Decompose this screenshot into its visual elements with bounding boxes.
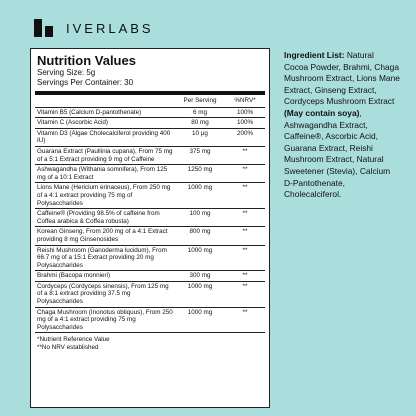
table-header-row [35, 95, 265, 107]
cell-amount: 1250 mg [187, 166, 213, 174]
table-row [35, 209, 265, 227]
cell-name: Ashwagandha (Withania somnifera), From 125 mg of a 10:1 Extract [37, 166, 168, 181]
cell-nrv: 200% [236, 129, 254, 137]
cell-name: Guarana Extract (Paullinia cupana), From 75 mg of a 5:1 Extract providing 9 mg of Caffeine [37, 147, 173, 163]
cell-name: Caffeine® (Providing 98.5% of caffeine from Coffea arabica & Coffea robusta) [37, 210, 160, 225]
cell-name: Vitamin C (Ascorbic Acid) [37, 119, 108, 127]
cell-amount: 375 mg [189, 147, 211, 155]
footnote-no-nrv: **No NRV established [37, 344, 99, 352]
table-row [35, 107, 265, 118]
cell-name: Vitamin D3 (Algae Cholecalciferol providing 400 IU) [37, 129, 171, 145]
table-row [35, 281, 265, 307]
cell-amount: 6 mg [193, 108, 207, 116]
cell-amount: 300 mg [189, 272, 211, 280]
table-row [35, 165, 265, 183]
ingredients-part-2: , Ashwagandha Extract, Caffeine®, Ascorbic Acid, Guarana Extract, Reishi Mushroom Extract, Natural Sweetener (Stevia), Calcium D-Pantothenate, Cholecalciferol. [284, 107, 391, 200]
table-row [35, 271, 265, 282]
cell-nrv: ** [242, 308, 248, 316]
table-row [35, 118, 265, 129]
brand-name: IVERLABS [66, 20, 154, 36]
logo-mark-icon [34, 19, 60, 37]
cell-name: Vitamin B5 (Calcium D-pantothenate) [37, 108, 142, 116]
cell-nrv: ** [242, 210, 248, 218]
ingredient-list [284, 50, 400, 201]
cell-name: Lions Mane (Hericium erinaceus), From 250 mg of a 4:1 extract providing 75 mg of Polysaccharides [37, 184, 171, 207]
cell-nrv: ** [242, 184, 248, 192]
cell-nrv: ** [242, 228, 248, 236]
cell-name: Brahmi (Bacopa monnieri) [37, 272, 111, 280]
cell-nrv: ** [242, 147, 248, 155]
ingredient-label: Ingredient List: [284, 50, 345, 60]
allergen-note: (May contain soya) [284, 107, 360, 118]
cell-name: Reishi Mushroom (Ganoderma lucidum), From 66.7 mg of a 15:1 Extract providing 20 mg Polysaccharides [37, 246, 167, 269]
cell-amount: 1000 mg [187, 282, 213, 290]
table-row [35, 183, 265, 209]
table-row [35, 146, 265, 164]
cell-nrv: ** [242, 272, 248, 280]
cell-amount: 100 mg [189, 210, 211, 218]
cell-name: Cordyceps (Cordyceps sinensis), From 125 mg of a 8:1 extract providing 37.5 mg Polysaccharides [37, 282, 169, 306]
brand-logo [34, 19, 154, 37]
ingredients-part-1: Natural Cocoa Powder, Brahmi, Chaga Mushroom Extract, Lions Mane Extract, Ginseng Extract, Cordyceps Mushroom Extract [284, 50, 400, 107]
nutrition-table [35, 95, 265, 333]
cell-nrv: 100% [236, 108, 254, 116]
table-row [35, 227, 265, 245]
table-row [35, 128, 265, 146]
table-row [35, 245, 265, 271]
footnote-nrv: *Nutrient Reference Value [37, 336, 110, 344]
nutrition-panel [30, 48, 270, 408]
column-header-per-serving: Per Serving [183, 97, 217, 104]
cell-amount: 80 mg [191, 119, 209, 127]
cell-amount: 10 µg [192, 129, 208, 137]
servings-per-container: Servings Per Container: 30 [37, 78, 134, 87]
cell-amount: 1000 mg [187, 184, 213, 192]
cell-amount: 1000 mg [187, 246, 213, 254]
cell-nrv: 100% [236, 119, 254, 127]
table-row [35, 307, 265, 333]
cell-name: Korean Ginseng, From 200 mg of a 4:1 Extract providing 8 mg Ginsenosides [37, 228, 168, 243]
cell-amount: 1000 mg [187, 308, 213, 316]
cell-amount: 800 mg [189, 228, 211, 236]
cell-nrv: ** [242, 282, 248, 290]
column-header-nrv: %NRV* [234, 97, 256, 104]
serving-size: Serving Size: 5g [37, 68, 96, 77]
cell-nrv: ** [242, 246, 248, 254]
nutrition-title: Nutrition Values [37, 53, 136, 68]
cell-name: Chaga Mushroom (Inonotus obliquus), From 250 mg of a 4:1 extract providing 75 mg Polysaccharides [37, 308, 173, 331]
cell-nrv: ** [242, 166, 248, 174]
